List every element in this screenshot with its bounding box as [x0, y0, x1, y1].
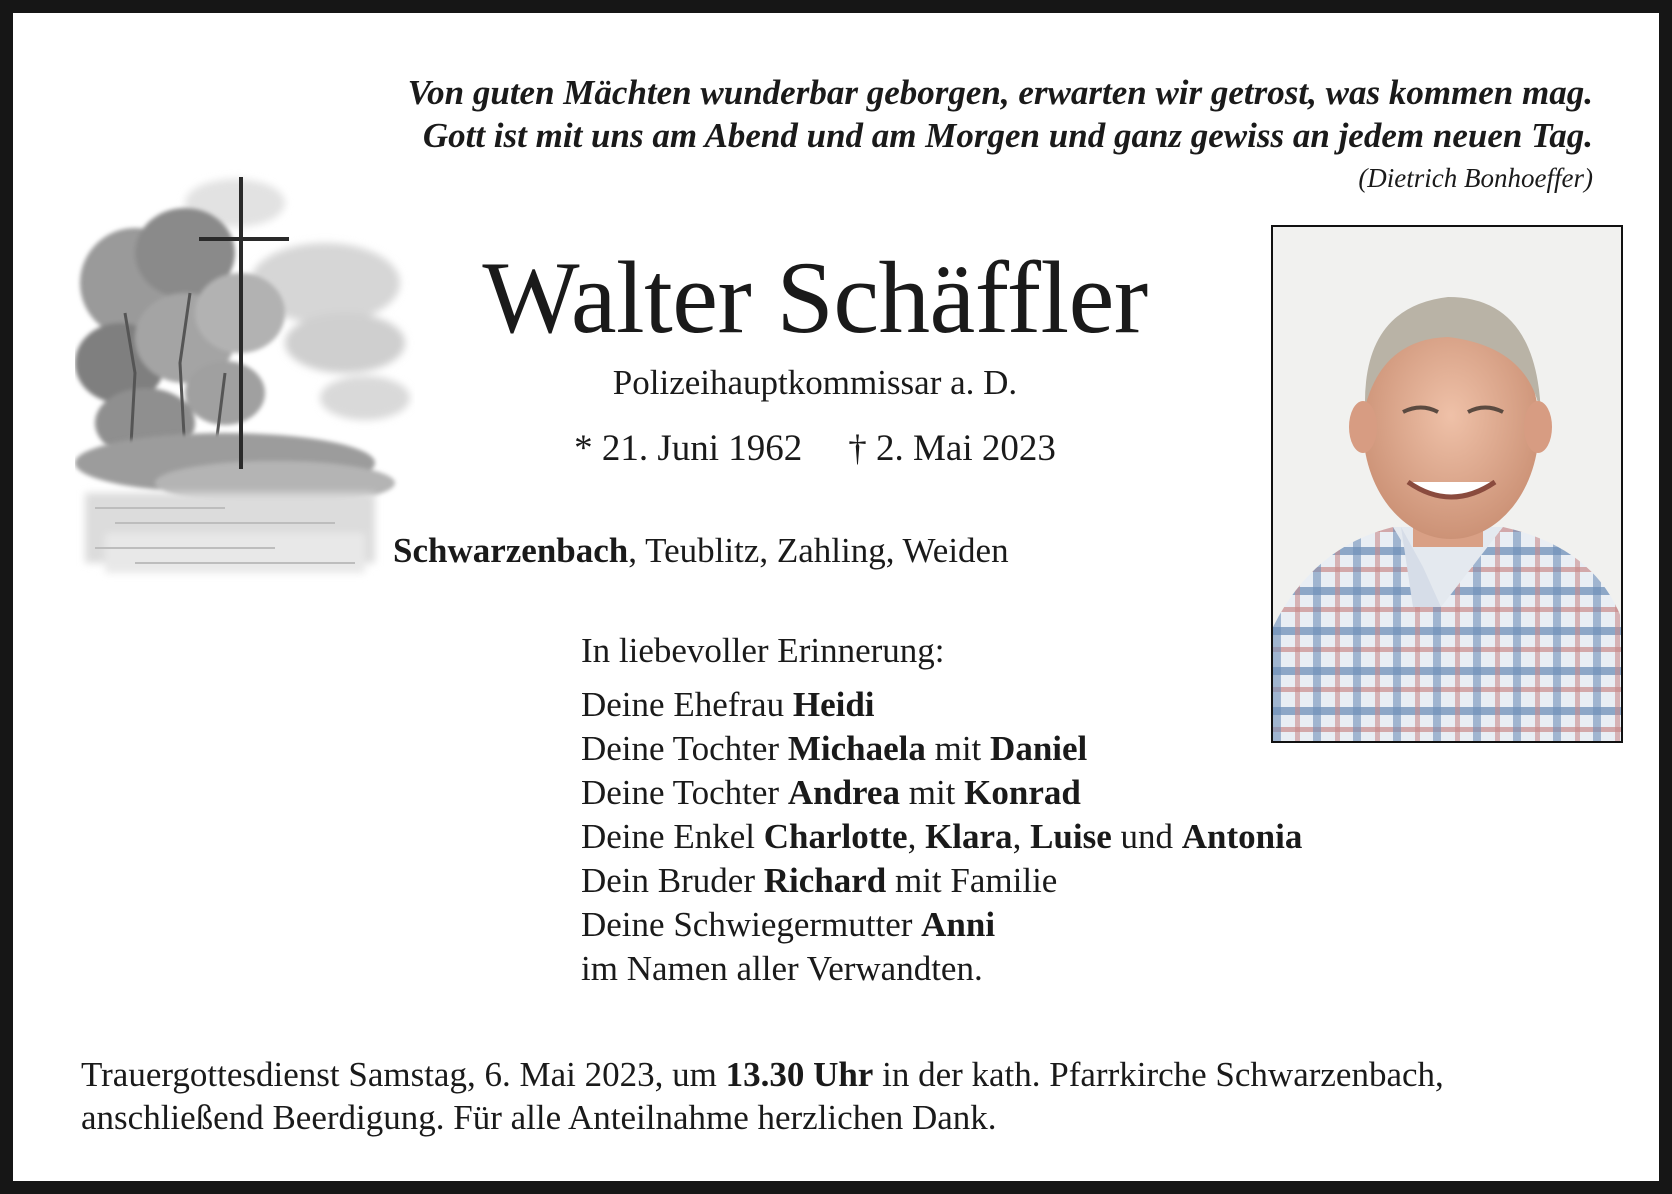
mourner-name: Charlotte — [763, 817, 908, 856]
mourner-line — [581, 727, 1302, 771]
service-info — [81, 1053, 1641, 1139]
quote-line-1: Von guten Mächten wunderbar geborgen, erwarten wir getrost, was kommen mag. — [407, 73, 1593, 112]
service-text-2: in der kath. Pfarrkirche Schwarzenbach, — [873, 1055, 1444, 1094]
mourner-text: mit — [925, 729, 991, 768]
mourner-text: Deine Tochter — [581, 729, 788, 768]
mourner-text: Deine Enkel — [581, 817, 764, 856]
mourner-text: Dein Bruder — [581, 861, 764, 900]
mourners-list — [581, 683, 1302, 991]
mourner-text: Deine Schwiegermutter — [581, 905, 922, 944]
mourner-text: , — [1012, 817, 1031, 856]
life-dates — [405, 427, 1225, 470]
mourner-name: Heidi — [792, 685, 875, 724]
service-time: 13.30 Uhr — [725, 1055, 874, 1094]
mourner-name: Anni — [921, 905, 996, 944]
mourner-text: Deine Tochter — [581, 773, 788, 812]
mourner-line — [581, 815, 1302, 859]
mourner-line — [581, 771, 1302, 815]
mourner-name: Andrea — [787, 773, 900, 812]
mourner-text: und — [1111, 817, 1182, 856]
mourner-name: Klara — [925, 817, 1013, 856]
quote — [408, 71, 1593, 157]
death-date: † 2. Mai 2023 — [848, 428, 1056, 469]
mourner-name: Michaela — [787, 729, 926, 768]
service-text-1: Trauergottesdienst Samstag, 6. Mai 2023, um — [81, 1055, 726, 1094]
mourner-name: Richard — [763, 861, 887, 900]
quote-line-2: Gott ist mit uns am Abend und am Morgen und ganz gewiss an jedem neuen Tag. — [422, 116, 1593, 155]
landscape-illustration — [75, 163, 415, 613]
portrait-illustration — [1273, 227, 1621, 741]
water — [85, 493, 375, 573]
mourner-name: Daniel — [990, 729, 1088, 768]
tree-foliage — [75, 208, 285, 458]
birth-date: * 21. Juni 1962 — [574, 428, 803, 469]
portrait-photo — [1271, 225, 1623, 743]
mourner-text: Deine Ehefrau — [581, 685, 793, 724]
mourning-intro: In liebevoller Erinnerung: — [581, 631, 945, 670]
mourner-name: Luise — [1030, 817, 1112, 856]
place-main: Schwarzenbach — [393, 531, 629, 570]
place-rest: , Teublitz, Zahling, Weiden — [628, 531, 1009, 570]
mourner-text: im Namen aller Verwandten. — [581, 949, 983, 988]
mourner-line — [581, 903, 1302, 947]
mourner-line — [581, 947, 1302, 991]
mourner-line — [581, 859, 1302, 903]
deceased-title: Polizeihauptkommissar a. D. — [612, 363, 1018, 402]
mourner-line — [581, 683, 1302, 727]
mourner-name: Konrad — [964, 773, 1081, 812]
mourner-text: , — [907, 817, 926, 856]
mourner-text: mit — [899, 773, 965, 812]
service-text-3: anschließend Beerdigung. Für alle Anteilnahme herzlichen Dank. — [81, 1098, 997, 1137]
quote-author: (Dietrich Bonhoeffer) — [1358, 163, 1593, 193]
deceased-name: Walter Schäffler — [482, 241, 1148, 355]
mourner-text: mit Familie — [886, 861, 1058, 900]
places — [393, 531, 1009, 571]
mourner-name: Antonia — [1181, 817, 1303, 856]
